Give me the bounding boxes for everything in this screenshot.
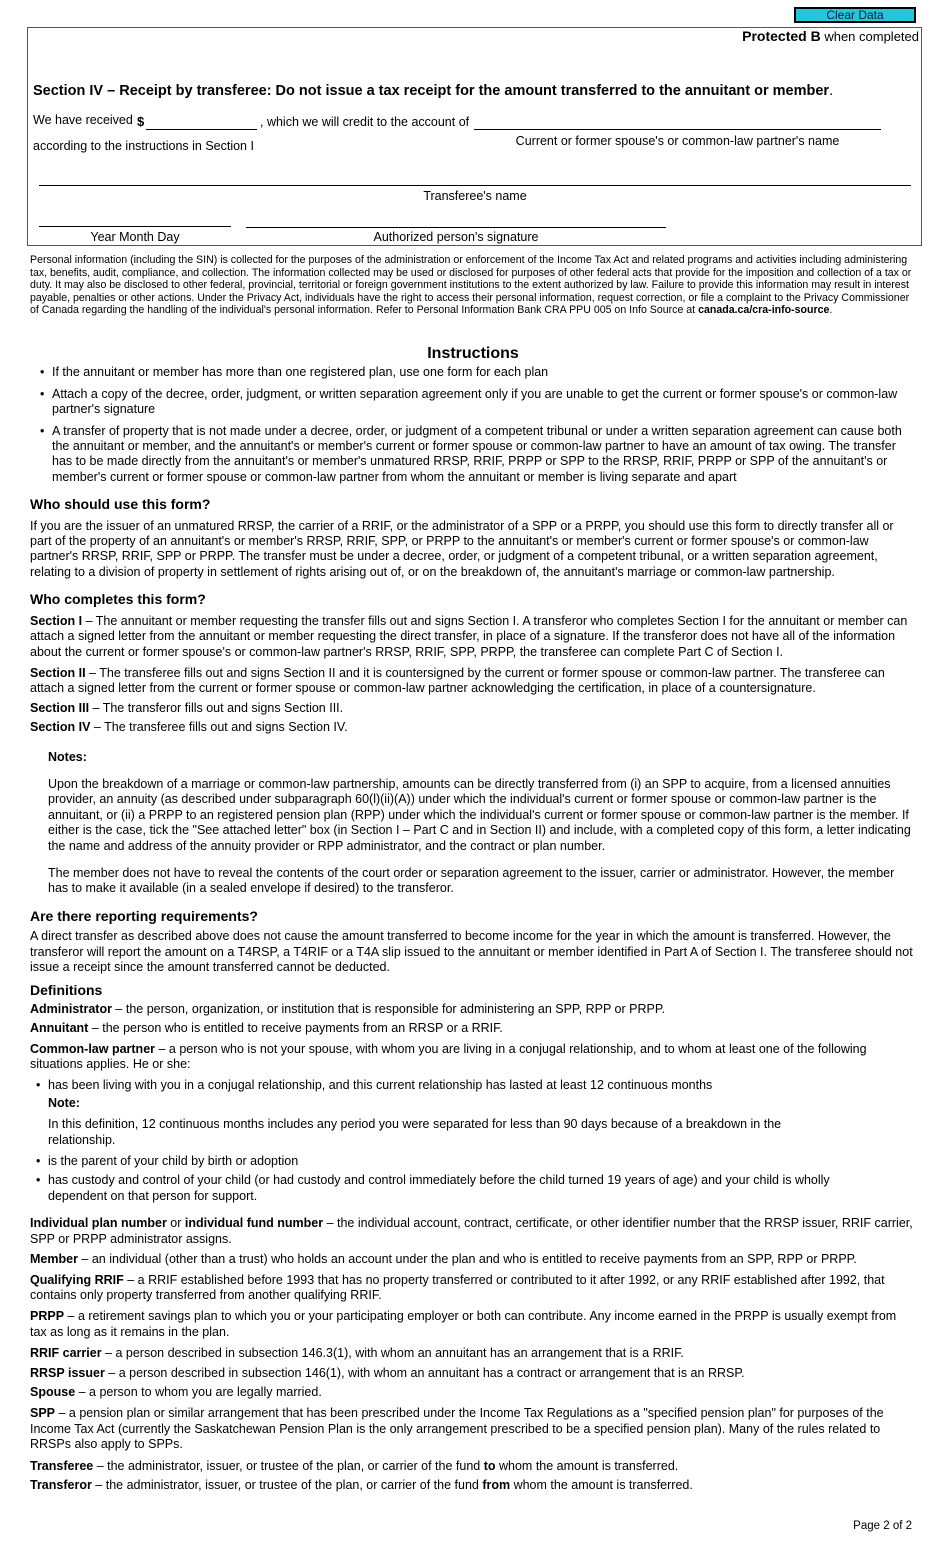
date-label: Year Month Day <box>90 230 180 244</box>
note-member: The member does not have to reveal the contents of the court order or separation agreement to the issuer, carrier or administrator. However, the member has to make it available (in a sealed envelope if desired) to the transferor. <box>48 865 895 896</box>
def-individual-plan-number: Individual plan number or individual fund number – the individual account, contract, certificate, or other identifier number that the RRSP issuer, RRIF carrier, SPP or PRPP administrator assigns. <box>30 1216 913 1246</box>
list-item: • is the parent of your child by birth or adoption <box>48 1154 916 1169</box>
info-source-link: canada.ca/cra-info-source <box>698 304 830 317</box>
who-should-text: If you are the issuer of an unmatured RRSP, the carrier of a RRIF, or the administrator of a SPP or a PRPP, you should use this form to directly transfer all or part of the property of an annuitant's or member's RRSP, RRIF, SPP, or PRPP to the annuitant's or member's current or former spouse's or common-law partner's RRSP, RRIF, SPP or PRPP. The transfer must be under a decree, order, or judgment of a competent tribunal, or a written separation agreement, relating to a division of property in settlement of rights arising out of, or on the breakdown of, the annuitant's marriage or common-law partnership. <box>30 518 894 579</box>
def-common-law-partner: Common-law partner – a person who is not your spouse, with whom you are living in a conjugal relationship, and to whom at least one of the following situations applies. He or she: <box>30 1041 867 1072</box>
definitions-heading: Definitions <box>30 982 103 999</box>
transferee-name-field[interactable] <box>39 185 911 186</box>
section-i-item: Section I – The annuitant or member requesting the transfer fills out and signs Section I. A transferor who completes Section I for the annuitant or member can attach a signed letter from the annuitant or member requesting the direct transfer, in place of a signature. If the transferor does not have all of the information about the current or former spouse's or common-law partner's RRSP, RRIF, SPP, PRPP, the transferee can complete Part C of Section I. <box>30 613 908 659</box>
section-ii-item: Section II – The transferee fills out and signs Section II and it is countersigned by the current or former spouse or common-law partner. The transferee can attach a signed letter from the current or former spouse or common-law partner acknowledging the certification, in place of a countersignature. <box>30 665 885 696</box>
list-item: • Attach a copy of the decree, order, judgment, or written separation agreement only if you are unable to get the current or former spouse's or common-law partner's signature <box>52 387 916 418</box>
def-spouse: Spouse – a person to whom you are legally married. <box>30 1384 322 1399</box>
common-law-list <box>30 1078 916 1204</box>
who-completes-heading: Who completes this form? <box>30 591 206 608</box>
privacy-statement: Personal information (including the SIN) is collected for the purposes of the administration or enforcement of the Income Tax Act and related programs and activities including administering tax, benefits, audit, compliance, and collection. The information collected may be used or disclosed for purposes of other federal acts that provide for the imposition and collection of a tax or duty. It may also be disclosed to other federal, provincial, territorial or foreign government institutions to the extent authorized by law. Failure to provide this information may result in interest payable, penalties or other actions. Under the Privacy Act, individuals have the right to access their personal information, request correction, or file a complaint to the Privacy Commissioner of Canada regarding the handling of the individual's personal information. Refer to Personal Information Bank CRA PPU 005 on Info Source at canada.ca/cra-info-source. <box>30 254 912 317</box>
reporting-text: A direct transfer as described above does not cause the amount transferred to become income for the year in which the amount is transferred. However, the transferor will report the amount on a T4RSP, a T4RIF or a T4A slip issued to the annuitant or member identified in Part A of Section I. The transferee should not issue a receipt since the amount transferred cannot be deducted. <box>30 929 913 974</box>
transferee-name-label: Transferee's name <box>423 189 527 203</box>
protected-b-label: Protected B when completed <box>742 28 919 44</box>
list-item: • If the annuitant or member has more than one registered plan, use one form for each plan <box>52 365 916 380</box>
def-rrsp-issuer: RRSP issuer – a person described in subsection 146(1), with whom an annuitant has a contract or arrangement that is an RRSP. <box>30 1365 745 1380</box>
who-should-heading: Who should use this form? <box>30 496 211 513</box>
date-field[interactable] <box>39 226 231 227</box>
amount-field[interactable] <box>146 129 257 130</box>
def-annuitant: Annuitant – the person who is entitled to receive payments from an RRSP or a RRIF. <box>30 1021 503 1036</box>
def-transferor: Transferor – the administrator, issuer, or trustee of the plan, or carrier of the fund from whom the amount is transferred. <box>30 1477 693 1492</box>
def-prpp: PRPP – a retirement savings plan to which you or your participating employer or both can contribute. Any income earned in the PRPP is usually exempt from tax as long as it remains in the plan. <box>30 1309 897 1339</box>
def-rrif-carrier: RRIF carrier – a person described in subsection 146.3(1), with whom an annuitant has an arrangement that is a RRIF. <box>30 1346 684 1361</box>
notes-block <box>30 750 916 897</box>
reporting-heading: Are there reporting requirements? <box>30 907 258 924</box>
instructions-title: Instructions <box>427 345 519 362</box>
clear-data-button[interactable]: Clear Data <box>794 7 916 23</box>
we-have-received-label: We have received <box>33 113 133 127</box>
note-spp-prpp: Upon the breakdown of a marriage or common-law partnership, amounts can be directly transferred from (i) an SPP to acquire, from a licensed annuities provider, an annuity (as described under subparagraph 60(l)(ii)(A)) under which the individual's current or former spouse or common-law partner is the annuitant, or (ii) a PRPP to an registered pension plan (RPP) under which the individual's current or former spouse or common-law partner is the member. If either is the case, tick the "See attached letter" box (in Section I – Part C and in Section II) and include, with a completed copy of this form, a letter indicating the name and address of the annuity provider or RPP administrator, and the contract or plan number. <box>48 776 911 853</box>
signature-label: Authorized person's signature <box>373 230 539 244</box>
section-iii-item: Section III – The transferor fills out and signs Section III. <box>30 700 344 715</box>
notes-heading: Notes: <box>48 749 87 764</box>
section-iv-heading: Section IV – Receipt by transferee: Do not issue a tax receipt for the amount transferred to the annuitant or member. <box>33 83 834 99</box>
def-transferee: Transferee – the administrator, issuer, or trustee of the plan, or carrier of the fund to whom the amount is transferred. <box>30 1458 679 1473</box>
credit-account-label: , which we will credit to the account of <box>260 115 470 129</box>
list-item: • has been living with you in a conjugal relationship, and this current relationship has lasted at least 12 continuous months Note: In this definition, 12 continuous months includes any period you were separated for less than 90 days because of a breakdown in the relationship. <box>48 1078 916 1148</box>
according-instructions-label: according to the instructions in Section I <box>33 139 254 153</box>
note-heading: Note: <box>48 1095 80 1110</box>
page-number: Page 2 of 2 <box>853 1520 912 1532</box>
note-text: In this definition, 12 continuous months includes any period you were separated for less than 90 days because of a breakdown in the relationship. <box>48 1117 782 1147</box>
spouse-name-field[interactable] <box>474 129 881 130</box>
def-qualifying-rrif: Qualifying RRIF – a RRIF established before 1993 that has no property transferred or contributed to it after 1992, or any RRIF established after 1992, that contains only property transferred from another qualifying RRIF. <box>30 1272 885 1302</box>
def-spp: SPP – a pension plan or similar arrangement that has been prescribed under the Income Tax Regulations as a "specified pension plan" for purposes of the Income Tax Act (currently the Saskatchewan Pension Plan is the only arrangement prescribed to be a specified pension plan). Many of the rules related to RRSPs also apply to SPPs. <box>30 1406 884 1452</box>
dollar-sign: $ <box>137 114 145 129</box>
def-administrator: Administrator – the person, organization, or institution that is responsible for administering an SPP, RPP or PRPP. <box>30 1001 666 1016</box>
spouse-name-label: Current or former spouse's or common-law partner's name <box>515 134 840 148</box>
list-item: • has custody and control of your child (or had custody and control immediately before the child turned 19 years of age) and your child is wholly dependent on that person for support. <box>48 1173 916 1204</box>
list-item: • A transfer of property that is not made under a decree, order, or judgment of a competent tribunal or under a written separation agreement can cause both the annuitant or member, and the annuitant's or member's current or former spouse or common-law partner to have an amount of tax owing. The transfer has to be made directly from the annuitant's or member's unmatured RRSP, RRIF, PRPP or SPP to the RRSP, RRIF, PRPP or SPP of the annuitant's or member's current or former spouse or common-law partner from whom the annuitant or member is living separate and apart <box>52 424 916 486</box>
instructions-content <box>30 346 916 1493</box>
instructions-list <box>30 365 916 485</box>
section-iv-item: Section IV – The transferee fills out and signs Section IV. <box>30 720 348 735</box>
def-member: Member – an individual (other than a trust) who holds an account under the plan and who is entitled to receive payments from an SPP, RPP or PRPP. <box>30 1252 857 1267</box>
signature-field[interactable] <box>246 227 666 228</box>
